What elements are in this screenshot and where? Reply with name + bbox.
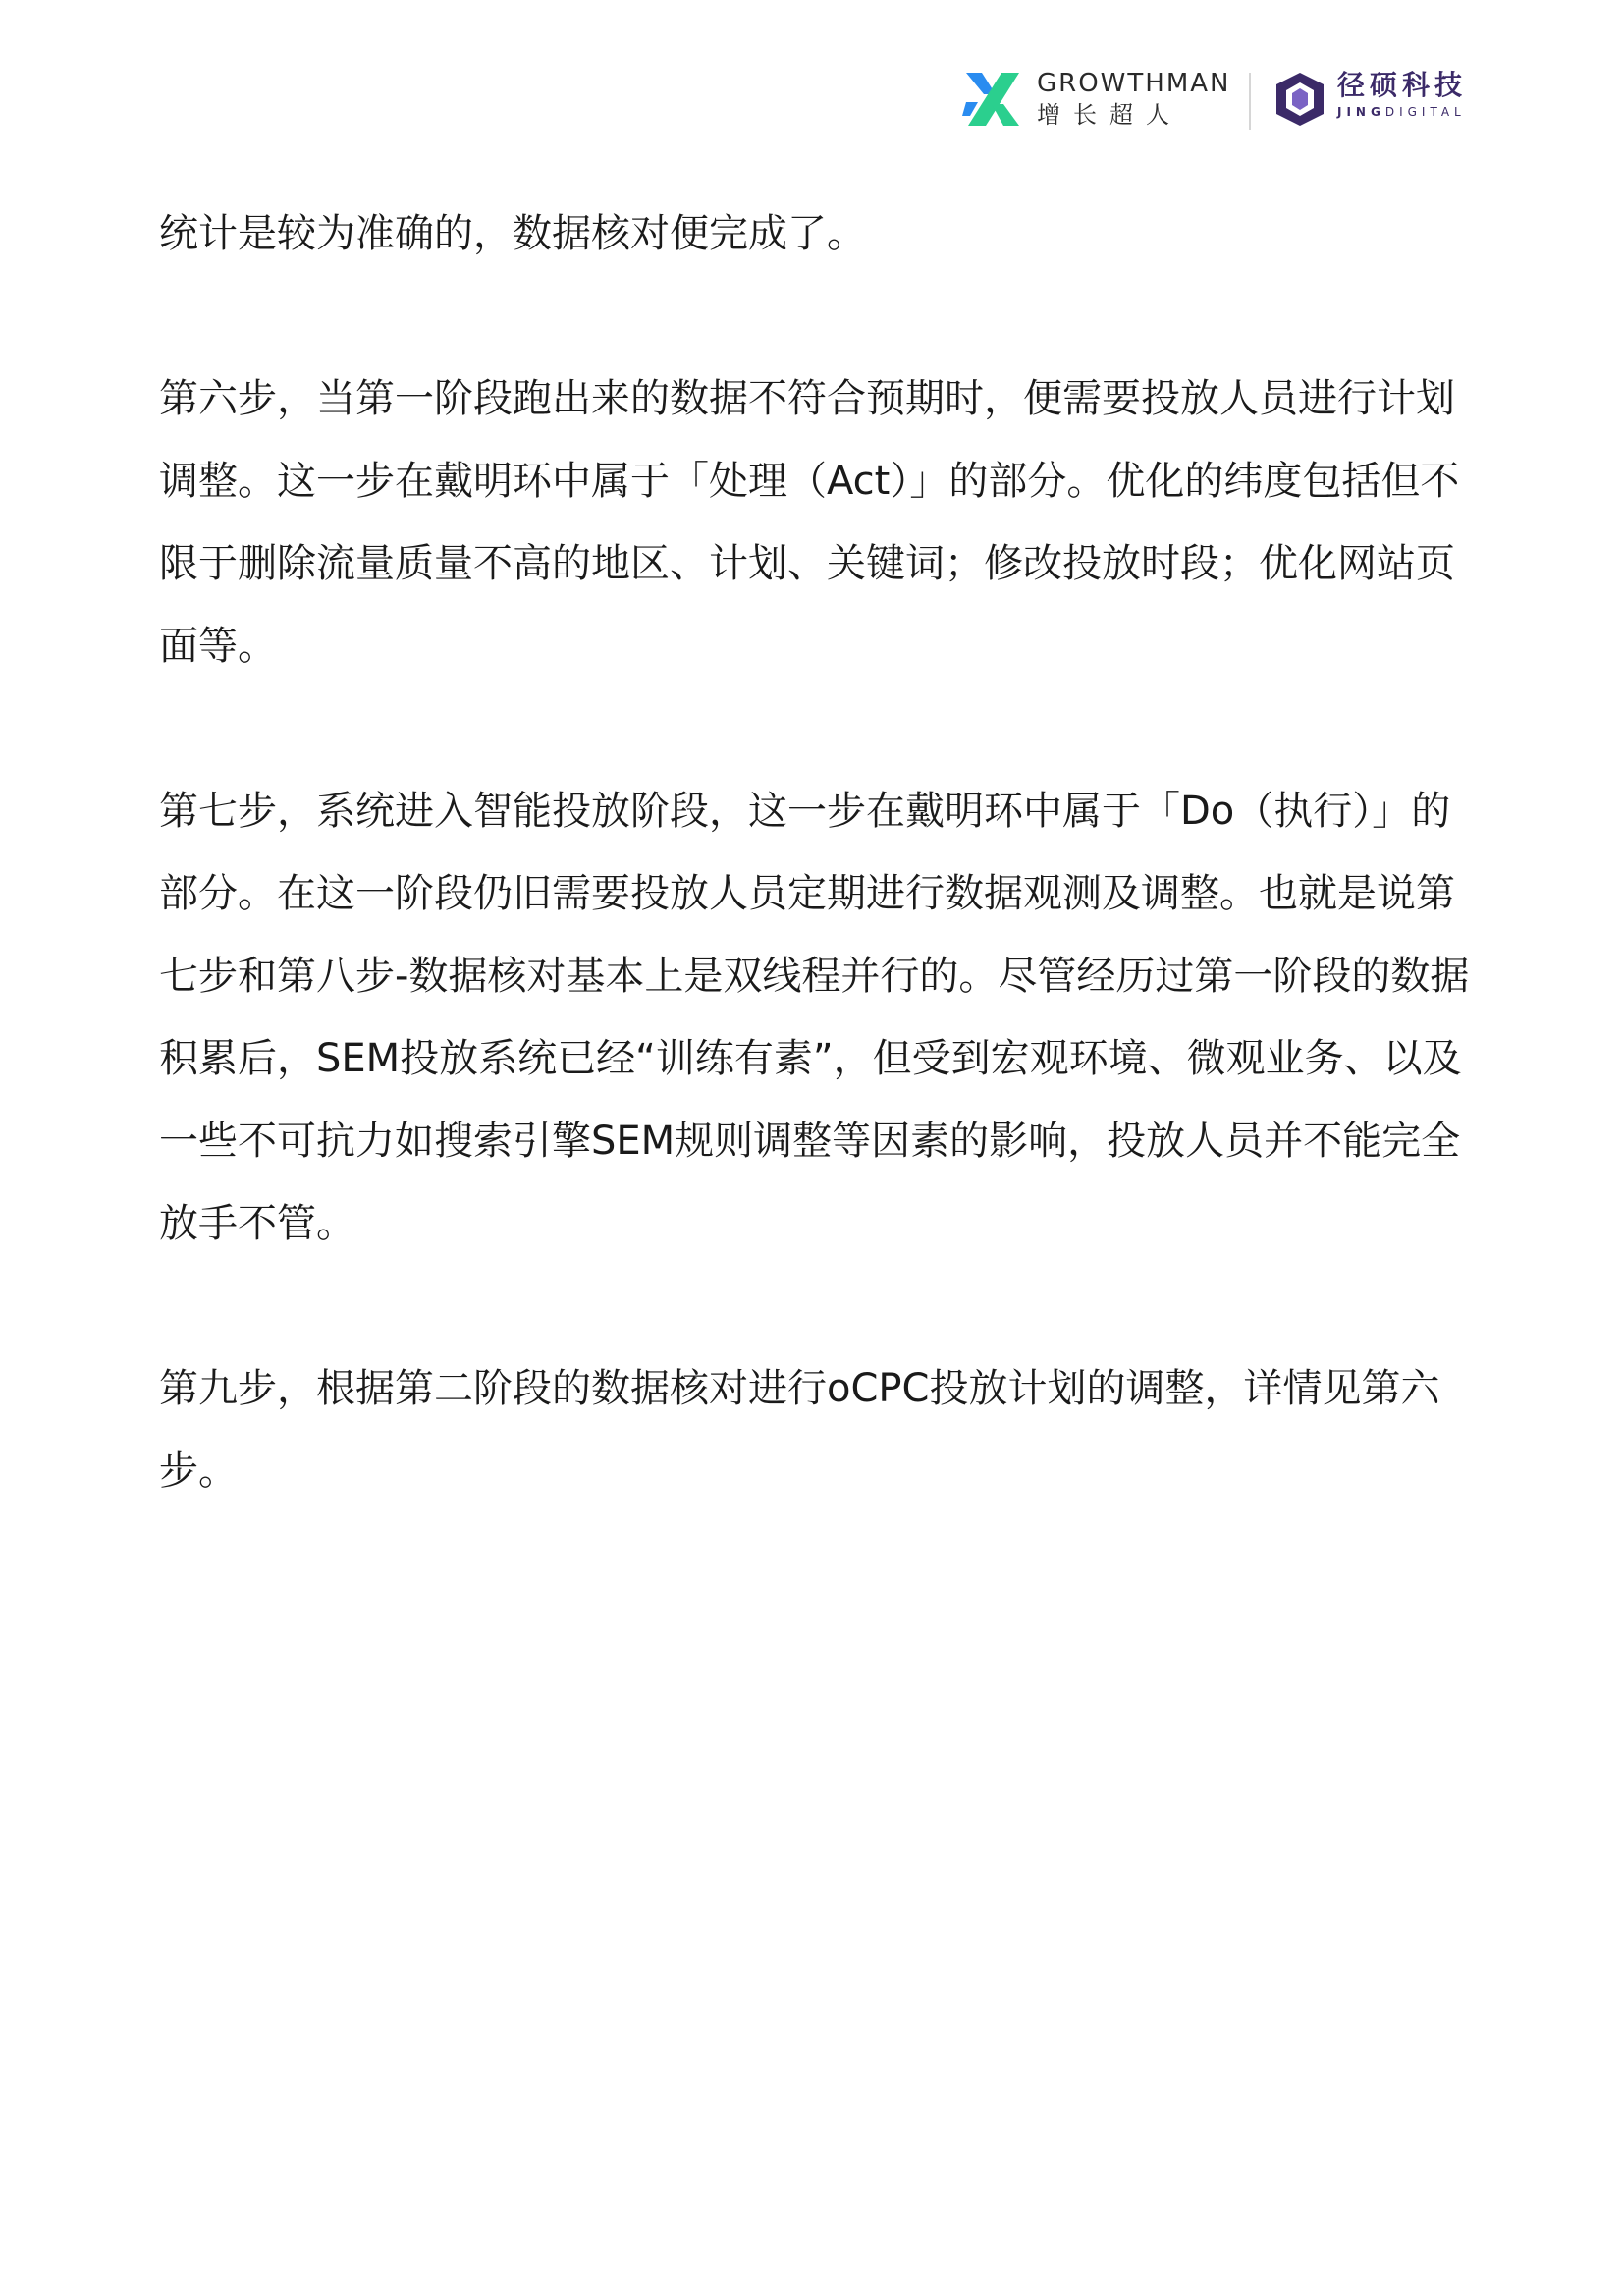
jingdigital-english-rest: DIGITAL [1384,105,1466,119]
growthman-logo-icon [962,69,1023,130]
jingdigital-wordmark [1337,69,1494,122]
page-header [962,69,1492,137]
growthman-name: GROWTHMAN [1037,69,1231,98]
jingdigital-english-bold: JING [1337,105,1385,119]
jingdigital-chinese-name: 径硕科技 [1337,69,1468,101]
jingdigital-english-name [1337,102,1494,122]
growthman-chinese-name: 增长超人 [1037,101,1182,129]
header-divider [1249,73,1251,130]
growthman-wordmark [1037,69,1233,130]
paragraph-4: 第九步，根据第二阶段的数据核对进行oCPC投放计划的调整，详情见第六步。 [159,1366,1440,1494]
paragraph-1: 统计是较为准确的，数据核对便完成了。 [159,211,866,256]
paragraph-2: 第六步，当第一阶段跑出来的数据不符合预期时，便需要投放人员进行计划调整。这一步在戴明环中属于「处理（Act）」的部分。优化的纬度包括但不限于删除流量质量不高的地区、计划、关键词；修改投放时段；优化网站页面等。 [159,376,1460,669]
paragraph-3: 第七步，系统进入智能投放阶段，这一步在戴明环中属于「Do（执行）」的部分。在这一阶段仍旧需要投放人员定期进行数据观测及调整。也就是说第七步和第八步-数据核对基本上是双线程并行的。尽管经历过第一阶段的数据积累后，SEM投放系统已经“训练有素”，但受到宏观环境、微观业务、以及一些不可抗力如搜索引擎SEM规则调整等因素的影响，投放人员并不能完全放手不管。 [159,789,1470,1246]
document-body [159,192,1475,1595]
jingdigital-logo-icon [1274,71,1325,128]
